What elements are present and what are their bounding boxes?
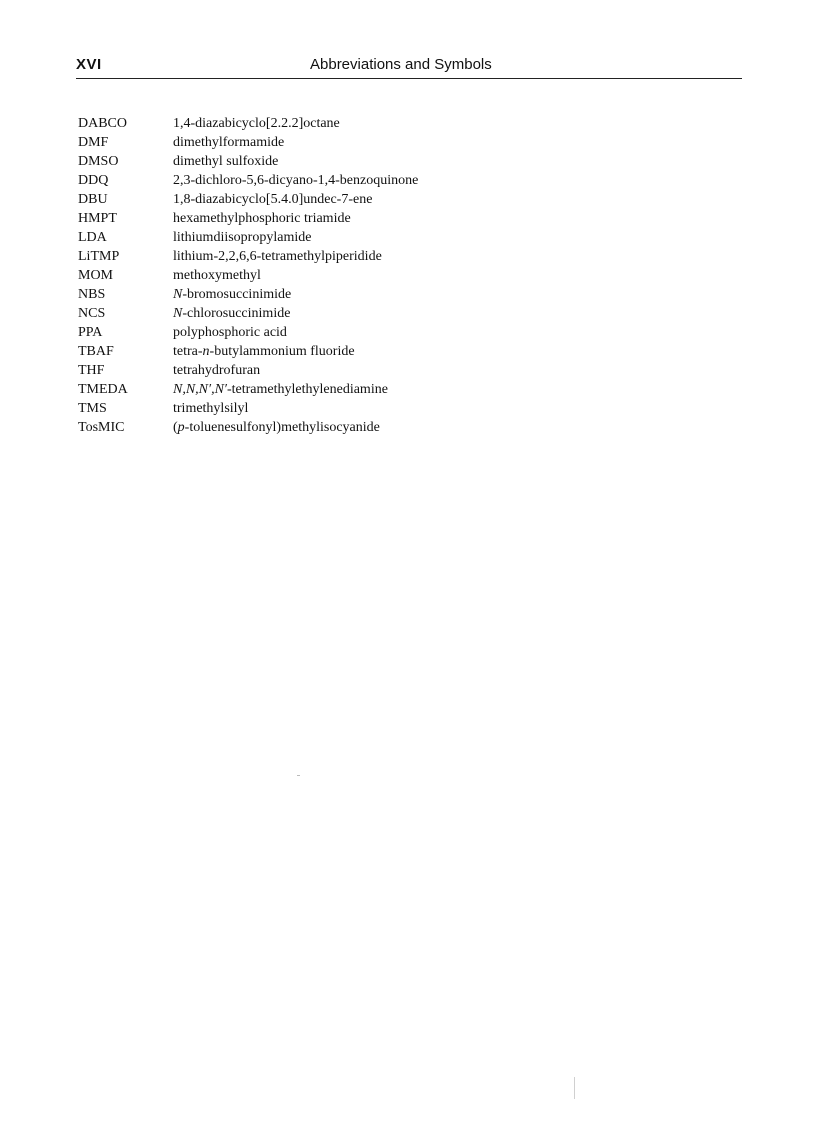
abbreviation-definition: 1,4-diazabicyclo[2.2.2]octane (173, 116, 340, 131)
definition-text: -tetramethylethylenediamine (226, 382, 388, 397)
italic-text: n (202, 344, 210, 359)
abbreviation-definition: polyphosphoric acid (173, 325, 287, 340)
definition-text-start: tetra- (173, 344, 203, 359)
abbreviation-definition (173, 380, 598, 399)
abbreviation-row-ncs (78, 304, 598, 323)
abbreviation-definition: lithium-2,2,6,6-tetramethylpiperidide (173, 249, 382, 264)
abbreviation-term: HMPT (78, 211, 117, 226)
abbreviation-row-hmpt (78, 209, 598, 228)
abbreviation-term: PPA (78, 325, 103, 340)
abbreviation-definition: hexamethylphosphoric triamide (173, 211, 351, 226)
running-header (76, 52, 742, 79)
abbreviation-row-tms (78, 399, 598, 418)
abbreviation-row-tbaf (78, 342, 598, 361)
abbreviation-term: DABCO (78, 116, 128, 131)
abbreviation-row-tosmic (78, 418, 598, 437)
page-number: XVI (76, 56, 102, 73)
abbreviation-list (78, 114, 598, 437)
definition-text: -chlorosuccinimide (182, 306, 291, 321)
abbreviation-term: NCS (78, 306, 106, 321)
italic-prefix: N (173, 306, 183, 321)
abbreviation-row-tmeda (78, 380, 598, 399)
scan-artifact-line (574, 1077, 575, 1099)
abbreviation-definition: dimethylformamide (173, 135, 285, 150)
abbreviation-row-thf (78, 361, 598, 380)
abbreviation-definition: dimethyl sulfoxide (173, 154, 279, 169)
abbreviation-row-dabco (78, 114, 598, 133)
abbreviation-definition: 2,3-dichloro-5,6-dicyano-1,4-benzoquinone (173, 173, 419, 188)
abbreviation-term: TMEDA (78, 382, 128, 397)
definition-text-end: -butylammonium fluoride (209, 344, 355, 359)
abbreviation-definition: methoxymethyl (173, 268, 261, 283)
abbreviation-definition (173, 304, 598, 323)
abbreviation-term: LiTMP (78, 249, 120, 264)
abbreviation-row-ppa (78, 323, 598, 342)
abbreviation-definition (173, 285, 598, 304)
abbreviation-term: DMF (78, 135, 109, 150)
italic-prefix: N,N,N′,N′ (173, 382, 227, 397)
italic-prefix: N (173, 287, 183, 302)
abbreviation-row-nbs (78, 285, 598, 304)
abbreviation-term: TMS (78, 401, 107, 416)
abbreviation-term: NBS (78, 287, 106, 302)
abbreviation-definition: lithiumdiisopropylamide (173, 230, 312, 245)
scan-artifact-dot (297, 775, 300, 776)
abbreviation-term: DMSO (78, 154, 119, 169)
abbreviation-term: LDA (78, 230, 107, 245)
abbreviation-definition: trimethylsilyl (173, 401, 249, 416)
abbreviation-term: MOM (78, 268, 114, 283)
abbreviation-term: TosMIC (78, 420, 125, 435)
abbreviation-row-dmf (78, 133, 598, 152)
abbreviation-definition (173, 342, 598, 361)
abbreviation-term: THF (78, 363, 105, 378)
abbreviation-row-dbu (78, 190, 598, 209)
abbreviation-definition: tetrahydrofuran (173, 363, 261, 378)
abbreviation-term: TBAF (78, 344, 114, 359)
italic-text: p (177, 420, 185, 435)
abbreviation-row-dmso (78, 152, 598, 171)
definition-text-end: -toluenesulfonyl)methylisocyanide (184, 420, 380, 435)
abbreviation-term: DDQ (78, 173, 109, 188)
definition-text: -bromosuccinimide (182, 287, 292, 302)
abbreviation-row-mom (78, 266, 598, 285)
abbreviation-row-litmp (78, 247, 598, 266)
header-title: Abbreviations and Symbols (310, 56, 492, 73)
abbreviation-definition: 1,8-diazabicyclo[5.4.0]undec-7-ene (173, 192, 373, 207)
definition-text-start: ( (173, 420, 178, 435)
abbreviation-term: DBU (78, 192, 108, 207)
abbreviation-row-lda (78, 228, 598, 247)
abbreviation-row-ddq (78, 171, 598, 190)
abbreviation-definition (173, 418, 598, 437)
